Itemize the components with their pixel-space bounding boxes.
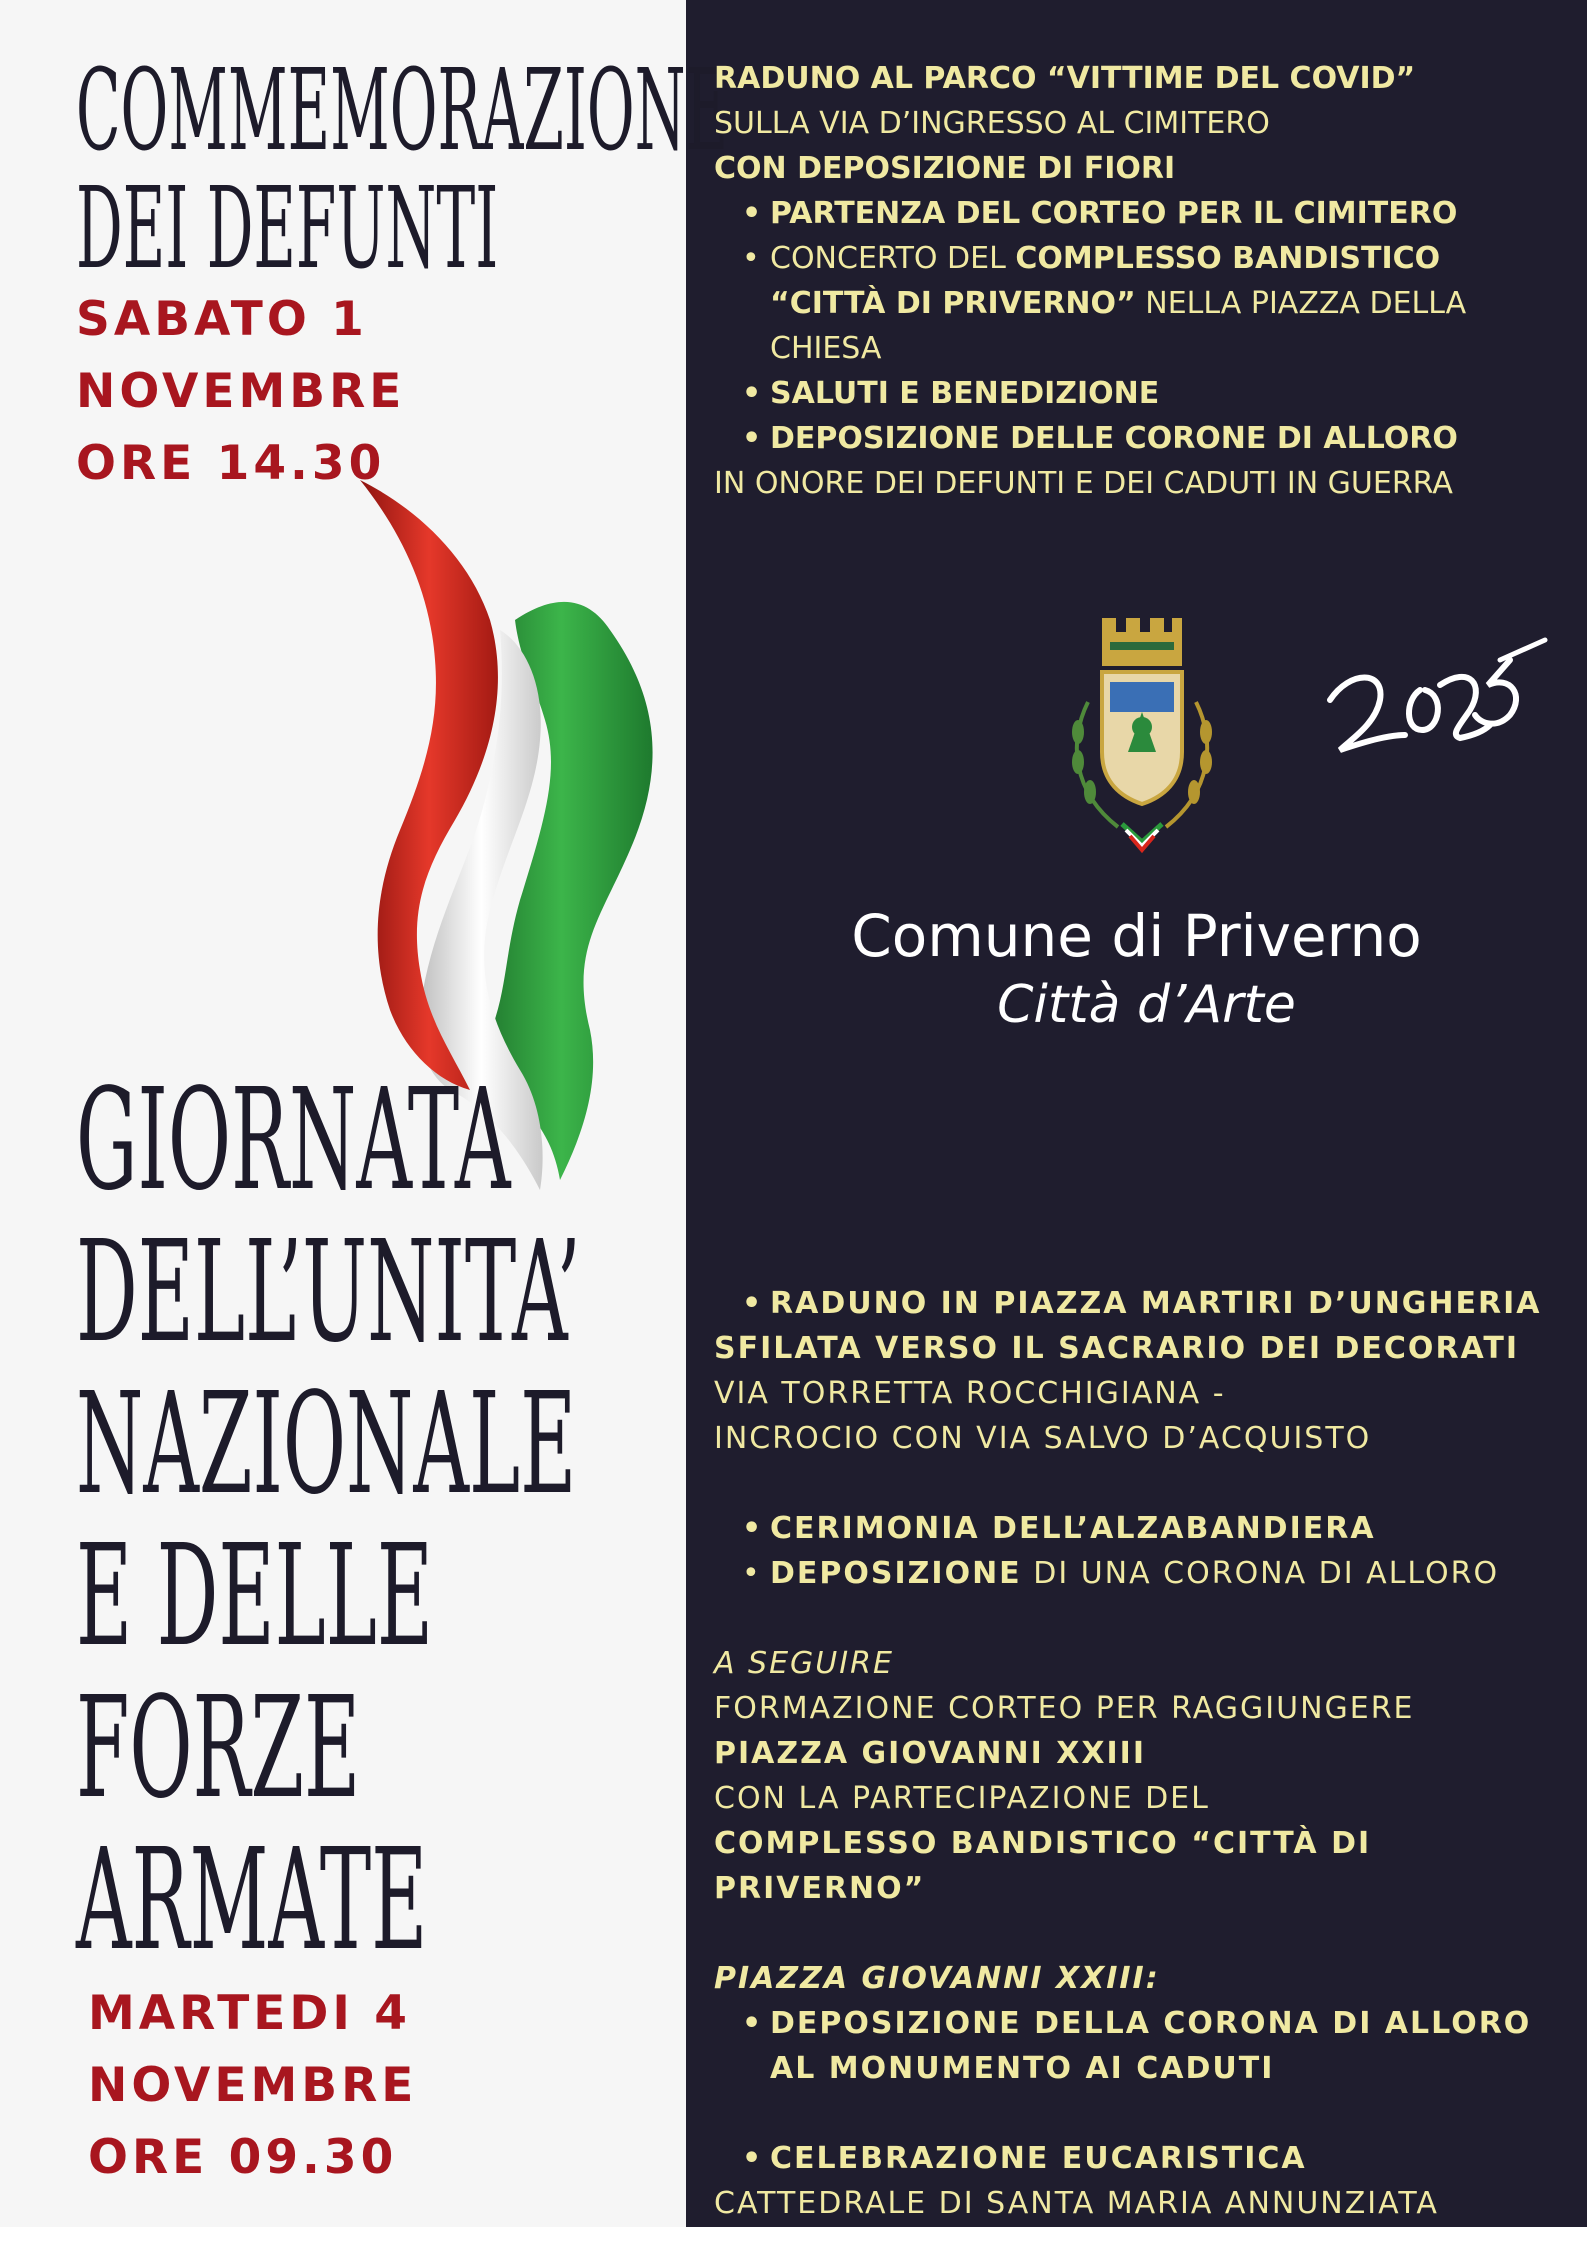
program-bullet: • DEPOSIZIONE DELLE CORONE DI ALLORO <box>742 421 1458 456</box>
title-line: FORZE <box>76 1667 361 1830</box>
program-bullet: • PARTENZA DEL CORTEO PER IL CIMITERO <box>742 196 1458 231</box>
program-line: SULLA VIA D’INGRESSO AL CIMITERO <box>714 106 1270 141</box>
comune-subtitle: Città d’Arte <box>997 975 1296 1035</box>
title-line: DELL’UNITA’ <box>76 1211 581 1374</box>
bullet-text: DEPOSIZIONE DELLA CORONA DI ALLORO <box>770 2006 1532 2041</box>
bullet-text: CERIMONIA DELL’ALZABANDIERA <box>770 1511 1376 1546</box>
title-line: ARMATE <box>76 1819 428 1982</box>
program-line: RADUNO AL PARCO “VITTIME DEL COVID” <box>714 61 1416 96</box>
program-line: A SEGUIRE <box>714 1646 894 1681</box>
title-line: NAZIONALE <box>76 1363 577 1526</box>
giornata-program <box>714 1281 1574 2226</box>
bullet-text: NELLA PIAZZA DELLA <box>1135 286 1467 321</box>
program-line: COMPLESSO BANDISTICO “CITTÀ DI <box>714 1826 1372 1861</box>
program-line: PRIVERNO” <box>714 1871 926 1906</box>
date-line: MARTEDI 4 <box>88 1986 411 2041</box>
program-line: SFILATA VERSO IL SACRARIO DEI DECORATI <box>714 1331 1520 1366</box>
bullet-text: DI UNA CORONA DI ALLORO <box>1021 1556 1500 1591</box>
bullet-text-bold: “CITTÀ DI PRIVERNO” <box>770 286 1136 321</box>
program-line: PIAZZA GIOVANNI XXIII <box>714 1736 1146 1771</box>
bullet-text: DEPOSIZIONE DELLE CORONE DI ALLORO <box>770 421 1458 456</box>
commemorazione-title <box>76 46 729 294</box>
program-bullet: • DEPOSIZIONE DELLA CORONA DI ALLORO <box>742 2006 1532 2041</box>
date-line: ORE 09.30 <box>88 2130 398 2185</box>
program-line: PIAZZA GIOVANNI XXIII: <box>714 1961 1160 1996</box>
program-line: INCROCIO CON VIA SALVO D’ACQUISTO <box>714 1421 1372 1456</box>
giornata-date <box>88 1978 417 2194</box>
program-line: FORMAZIONE CORTEO PER RAGGIUNGERE <box>714 1691 1415 1726</box>
commemorazione-program <box>714 56 1574 506</box>
comune-block <box>686 900 1587 1038</box>
bullet-text-bold: COMPLESSO BANDISTICO <box>1015 241 1441 276</box>
program-line: VIA TORRETTA ROCCHIGIANA - <box>714 1376 1226 1411</box>
year-signature-icon <box>1310 630 1550 770</box>
title-line: COMMEMORAZIONE <box>76 46 729 176</box>
title-line: E DELLE <box>76 1515 434 1678</box>
title-line: DEI DEFUNTI <box>76 164 499 294</box>
date-line: SABATO 1 <box>76 292 368 347</box>
bullet-text: CELEBRAZIONE EUCARISTICA <box>770 2141 1307 2176</box>
program-bullet: • DEPOSIZIONE DI UNA CORONA DI ALLORO <box>742 1556 1500 1591</box>
program-line: CATTEDRALE DI SANTA MARIA ANNUNZIATA <box>714 2186 1439 2221</box>
title-line: GIORNATA <box>76 1059 511 1222</box>
bullet-text: CONCERTO DEL <box>770 241 1016 276</box>
giornata-title <box>76 1059 581 1982</box>
program-bullet: • CERIMONIA DELL’ALZABANDIERA <box>742 1511 1376 1546</box>
coat-of-arms-icon <box>1048 612 1236 862</box>
program-bullet: • RADUNO IN PIAZZA MARTIRI D’UNGHERIA <box>742 1286 1542 1321</box>
comune-name: Comune di Priverno <box>851 902 1422 970</box>
program-bullet: • CELEBRAZIONE EUCARISTICA <box>742 2141 1307 2176</box>
date-line: NOVEMBRE <box>76 364 406 419</box>
bullet-text: RADUNO IN PIAZZA MARTIRI D’UNGHERIA <box>770 1286 1542 1321</box>
date-line: ORE 14.30 <box>76 436 386 491</box>
bullet-text: PARTENZA DEL CORTEO PER IL CIMITERO <box>770 196 1458 231</box>
bottom-strip <box>0 2227 1587 2245</box>
program-line: AL MONUMENTO AI CADUTI <box>770 2051 1275 2086</box>
bullet-text-bold: DEPOSIZIONE <box>770 1556 1022 1591</box>
program-line: CON LA PARTECIPAZIONE DEL <box>714 1781 1210 1816</box>
commemorazione-date <box>76 284 405 500</box>
program-bullet: • CONCERTO DEL COMPLESSO BANDISTICO <box>742 241 1441 276</box>
program-line: CHIESA <box>770 331 882 366</box>
date-line: NOVEMBRE <box>88 2058 418 2113</box>
bullet-text: SALUTI E BENEDIZIONE <box>770 376 1160 411</box>
program-bullet: • SALUTI E BENEDIZIONE <box>742 376 1160 411</box>
program-line <box>714 281 1574 326</box>
program-line: CON DEPOSIZIONE DI FIORI <box>714 151 1176 186</box>
program-line: IN ONORE DEI DEFUNTI E DEI CADUTI IN GUERRA <box>714 466 1453 501</box>
